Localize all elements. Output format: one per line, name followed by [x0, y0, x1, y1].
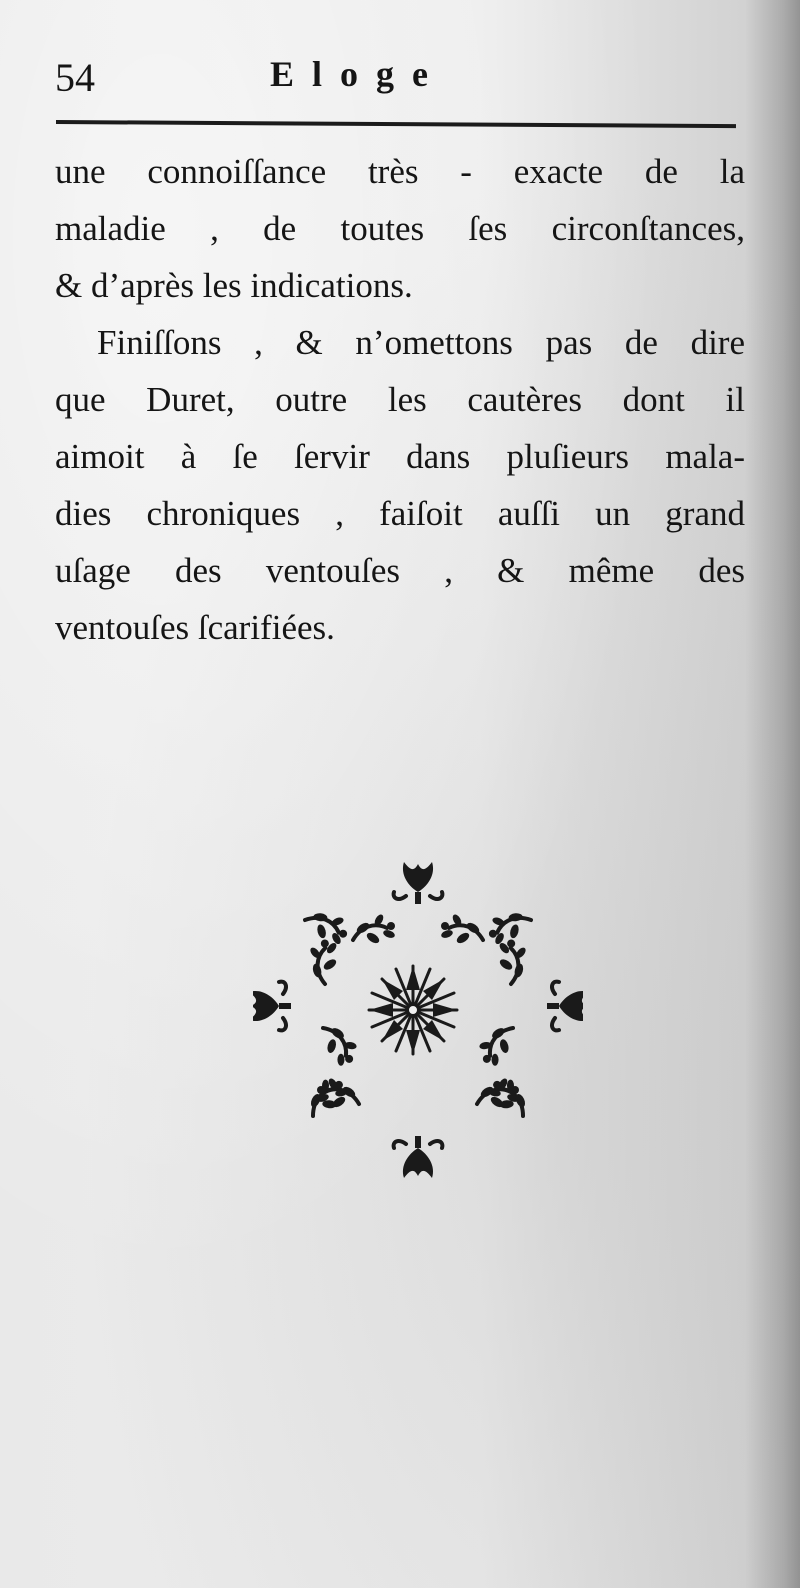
text-line: que Duret, outre les cautères dont il — [55, 380, 745, 419]
text-line: uſage des ventouſes , & même des — [55, 551, 745, 590]
text-line: dies chroniques , faiſoit auſſi un grand — [55, 494, 745, 533]
text-line: Finiſſons , & n’omettons pas de dire — [97, 323, 745, 362]
text-line: ventouſes ſcarifiées. — [55, 608, 335, 647]
text-line: une connoiſſance très - exacte de la — [55, 152, 745, 191]
text-line: maladie , de toutes ſes circonſtances, — [55, 209, 745, 248]
gutter-shadow — [745, 0, 800, 1588]
page-number: 54 — [55, 55, 95, 100]
text-line: aimoit à ſe ſervir dans pluſieurs mala- — [55, 437, 745, 476]
running-head — [55, 52, 735, 102]
floral-rosette-icon — [253, 848, 583, 1188]
text-line: & d’après les indications. — [55, 266, 413, 305]
running-title: Eloge — [270, 54, 446, 94]
body-text — [55, 143, 745, 656]
header-rule — [56, 120, 736, 128]
